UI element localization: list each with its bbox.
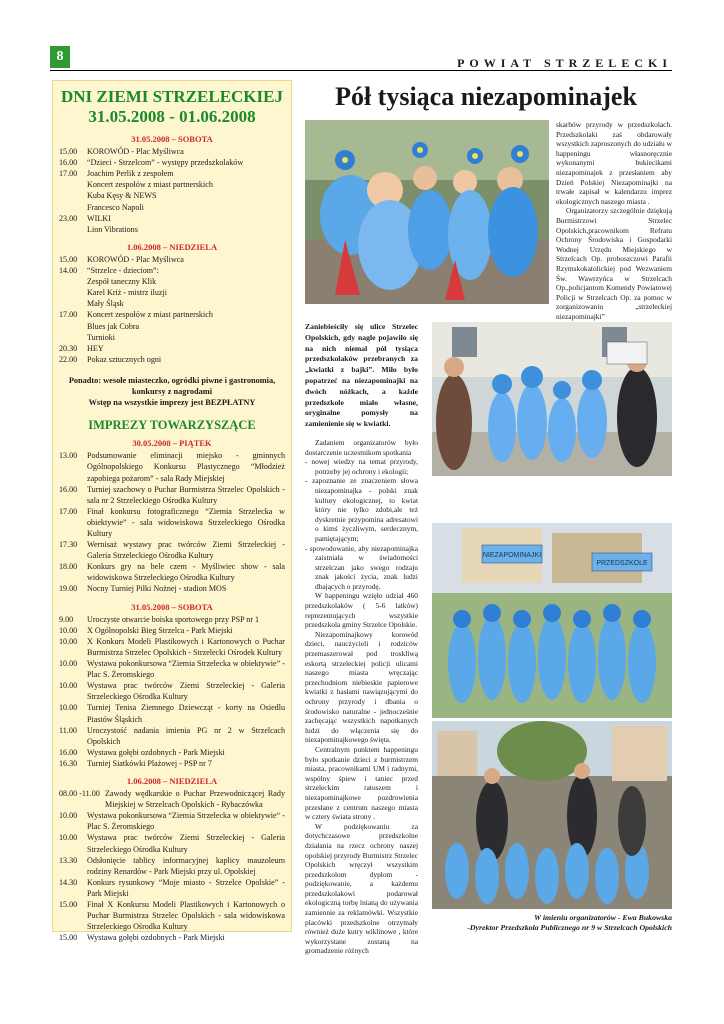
schedule-desc: Pokaz sztucznych ogni xyxy=(87,354,162,364)
schedule-subitem: Kuba Kęsy & NEWS xyxy=(87,191,157,201)
schedule-time: 15.00 xyxy=(59,147,78,157)
schedule-desc: Podsumowanie eliminacji miejsko - gminnych Ogólnopolskiego Konkursu Plastycznego “Młodzież zapobiega pożarom” - sala Rady Miejskiej xyxy=(87,451,285,483)
schedule-row xyxy=(59,658,285,680)
article-lead: Zaniebieściły się ulice Strzelec Opolskich, gdy nagle pojawiło się na nich niemal pół tysiąca przedszkolaków przebranych za „kwiatki z bajki”. Miło było popatrzeć na niezapominajki na dwóch nóżkach, a każde przedszkole miało własne, oryginalne pomysły na zamienienie się w kwiatki. xyxy=(305,322,418,429)
bullet-item: - nowej wiedzy na temat przyrody, potrzeby jej ochrony i ekologii; xyxy=(305,457,418,476)
schedule-row xyxy=(59,614,285,625)
schedule-list xyxy=(59,343,285,365)
schedule-row xyxy=(59,680,285,702)
schedule-desc: WILKI xyxy=(87,213,111,223)
schedule-sublist xyxy=(59,276,285,309)
schedule-time: 16.00 xyxy=(59,747,78,757)
schedule-row xyxy=(59,725,285,747)
schedule-row xyxy=(59,254,285,265)
schedule-time: 15.00 xyxy=(59,900,78,909)
schedule-row xyxy=(59,561,285,583)
signature-line-1: W imieniu organizatorów - Ewa Bukowska xyxy=(534,913,672,922)
schedule-list xyxy=(59,450,285,594)
events-title-dates: 31.05.2008 - 01.06.2008 xyxy=(88,107,256,126)
schedule-time: 08.00 -11.00 xyxy=(59,789,100,799)
schedule-list xyxy=(59,146,285,179)
schedule-desc: Wystawa gołębi ozdobnych - Park Miejski xyxy=(87,747,225,757)
schedule-desc: Koncert zespołów z miast partnerskich xyxy=(87,310,213,320)
schedule-time: 15.00 xyxy=(59,933,78,943)
events-title xyxy=(59,87,285,127)
article-bullets xyxy=(305,457,418,591)
schedule-list xyxy=(59,810,285,943)
schedule-desc: Wystawa prac twórców Ziemi Strzeleckiej - Galeria Strzeleckiego Ośrodka Kultury xyxy=(87,681,285,702)
schedule-time: 16.30 xyxy=(59,758,78,768)
schedule-subitem: Lion Vibrations xyxy=(87,224,138,234)
schedule-time: 17.00 xyxy=(59,310,78,320)
schedule-sublist xyxy=(59,321,285,343)
schedule-time: 18.00 xyxy=(59,562,78,572)
schedule-time: 20.30 xyxy=(59,343,78,353)
schedule-desc: Konkurs rysunkowy “Moje miasto - Strzelce Opolskie” - Park Miejski xyxy=(87,877,285,898)
schedule-subitem: Blues jak Cobra xyxy=(87,321,140,331)
photo-town-hall xyxy=(432,721,672,909)
note-line: konkursy z nagrodami xyxy=(131,386,213,396)
events-title-line1: DNI ZIEMI STRZELECKIEJ xyxy=(60,87,283,106)
schedule-time: 22.00 xyxy=(59,354,78,364)
article-signature xyxy=(467,913,672,933)
schedule-time: 11.00 xyxy=(59,725,77,735)
schedule-desc: Wystawa pokonkursowa “Ziemia Strzelecka w obiektywie” - Plac S. Żeromskiego xyxy=(87,659,285,680)
schedule-time: 14.30 xyxy=(59,877,78,887)
schedule-row xyxy=(59,213,285,224)
schedule-row xyxy=(59,484,285,506)
schedule-desc: Nocny Turniej Piłki Nożnej - stadion MOS xyxy=(87,584,227,594)
schedule-row xyxy=(59,702,285,724)
schedule-time: 16.00 xyxy=(59,158,78,168)
schedule-row xyxy=(59,899,285,932)
day-heading: 31.05.2008 – SOBOTA xyxy=(131,134,213,144)
bullet-item: - zapoznanie ze znaczeniem słowa niezapominajka - polski znak kultury ekologicznej, to kwiat który nie tylko zdobi,ale też dyskretnie przypomina adresatowi o kimś życzliwym, serdecznym, pamiętającym; xyxy=(305,476,418,543)
banner-text: NIEZAPOMINAJKI xyxy=(482,552,542,559)
schedule-desc: Turniej Tenisa Ziemnego Dziewcząt - korty na Osiedlu Piastów Śląskich xyxy=(87,703,285,724)
schedule-time: 17.00 xyxy=(59,169,78,179)
schedule-row xyxy=(59,157,285,168)
schedule-time: 10.00 xyxy=(59,703,78,713)
banner-text: PRZEDSZKOLE xyxy=(596,560,648,567)
schedule-time: 10.00 xyxy=(59,811,78,821)
day-heading: 30.05.2008 – PIĄTEK xyxy=(132,438,212,449)
bullet-item: - spowodowanie, aby niezapominajka zaistniała w świadomości strzelczan jako swego rodzaju znak jakości życia, znak ludzi dbających o przyrodę. xyxy=(305,543,418,591)
schedule-desc: Wystawa prac twórców Ziemi Strzeleckiej - Galeria Strzeleckiego Ośrodka Kultury xyxy=(87,833,285,854)
schedule-row xyxy=(59,583,285,594)
schedule-desc: Finał konkursu fotograficznego “Ziemia Strzelecka w obiektywie” - sala widowiskowa Strzeleckiego Ośrodka Kultury xyxy=(87,506,285,538)
schedule-list xyxy=(59,614,285,769)
schedule-time: 17.30 xyxy=(59,540,78,550)
schedule-desc: X Konkurs Modeli Plastikowych i Kartonowych o Puchar Burmistrza Strzelec Opolskich - Strzelecki Ośrodek Kultury xyxy=(87,636,285,657)
schedule-subitem: Turnioki xyxy=(87,332,116,342)
article-column-2 xyxy=(556,120,672,321)
events-schedule-box xyxy=(52,80,292,943)
schedule-desc: Wystawa pokonkursowa “Ziemia Strzelecka w obiektywie“ - Plac S. Żeromskiego xyxy=(87,811,285,832)
schedule-desc: “Strzelce - dzieciom”: xyxy=(87,266,159,276)
schedule-row xyxy=(59,354,285,365)
schedule-time: 10.00 xyxy=(59,833,78,843)
schedule-desc: Odsłonięcie tablicy informacyjnej kaplicy mauzoleum rodziny Renardów - Park Miejski przy ul. Opolskiej xyxy=(87,855,285,876)
note-line: Ponadto: wesołe miasteczko, ogródki piwne i gastronomia, xyxy=(68,375,276,385)
schedule-time: 10.00 xyxy=(59,636,78,646)
schedule-row xyxy=(59,265,285,276)
article-paragraph: Centralnym punktem happeningu było spotkanie dzieci z burmistrzem miasta, pracownikami UM i radnymi, wspólny śpiew i taniec przed strzeleckim ratuszem i niezapominajkowe pozdrowienia przesłane z centrum naszego miasta w cztery świata strony . xyxy=(305,744,418,822)
note-line: Wstęp na wszystkie imprezy jest BEZPŁATNY xyxy=(88,398,256,408)
schedule-row xyxy=(59,168,285,179)
schedule-desc: Joachim Perlik z zespołem xyxy=(87,169,174,179)
schedule-desc: Uroczystość nadania imienia PG nr 2 w Strzelcach Opolskich xyxy=(87,725,285,746)
schedule-row xyxy=(59,758,285,769)
article-paragraph: Niezapominajkowy korowód dzieci, nauczycieli i rodziców przemaszerował pod troskliwą eskortą strzeleckiej policji ulicami naszego miasta wręczając przechodniom niebieskie papierowe kwiatki z hasłami nawiązującymi do ochrony przyrody i dbania o środowisko naturalne - jednocześnie zachęcając wszystkich napotkanych ludzi do włączenia się do niezapominajkowego święta. xyxy=(305,629,418,745)
day-heading: 31.05.2008 – SOBOTA xyxy=(131,601,213,612)
schedule-desc: HEY xyxy=(87,343,104,353)
schedule-row xyxy=(59,636,285,658)
schedule-sublist xyxy=(59,179,285,212)
schedule-time: 17.00 xyxy=(59,506,78,516)
schedule-row xyxy=(59,832,285,854)
schedule-row xyxy=(59,539,285,561)
schedule-sublist xyxy=(59,224,285,235)
events-note xyxy=(59,375,285,408)
schedule-time: 9.00 xyxy=(59,614,74,624)
schedule-desc: Turniej szachowy o Puchar Burmistrza Strzelec Opolskich - sala nr 2 Strzeleckiego Ośrodka Kultury xyxy=(87,484,285,505)
schedule-row xyxy=(59,343,285,354)
article-paragraph: W happeningu wzięło udział 460 przedszkolaków ( 5-6 latków) reprezentujących wszystkie przedszkola gminy Strzelce Opolskie. xyxy=(305,591,418,630)
article-paragraph: Organizatorzy szczególnie dziękują Burmistrzowi Strzelec Opolskich,pracownikom Refratu Ochrony Środowiska i Gospodarki Wodnej Urzędu Miejskiego w Strzelcach Op. proboszczowi Parafii Rzymskokatolickiej pod Wezwaniem Św. Wawrzyńca w Strzelcach Op.,policjantom Komendy Powiatowej Policji w Strzelcach Op. za pomoc w zorganizowaniu „strzeleckiej niezapominajki” xyxy=(556,206,672,321)
schedule-row xyxy=(59,877,285,899)
schedule-row xyxy=(59,309,285,320)
schedule-list xyxy=(59,254,285,276)
schedule-time: 10.00 xyxy=(59,681,78,691)
schedule-subitem: Mały Śląsk xyxy=(87,299,124,309)
section-title: IMPREZY TOWARZYSZĄCE xyxy=(88,418,256,433)
schedule-desc: Uroczyste otwarcie boiska sportowego przy PSP nr 1 xyxy=(87,614,260,624)
article-paragraph: Zadaniem organizatorów było dostarczenie uczestnikom spotkania xyxy=(305,437,418,457)
schedule-subitem: Francesco Napoli xyxy=(87,202,144,212)
signature-line-2: -Dyrektor Przedszkola Publicznego nr 9 w Strzelcach Opolskich xyxy=(467,923,672,932)
schedule-time: 23.00 xyxy=(59,213,78,223)
schedule-time: 14.00 xyxy=(59,266,78,276)
schedule-time: 13.30 xyxy=(59,855,78,865)
schedule-time: 10.00 xyxy=(59,659,78,669)
schedule-row xyxy=(59,747,285,758)
schedule-row xyxy=(59,810,285,832)
photo-procession xyxy=(432,322,672,476)
schedule-desc: Finał X Konkursu Modeli Plastikowych i Kartonowych o Puchar Burmistrza Strzelec Opolskich - sala widowiskowa Strzeleckiego Ośrodka Kultury xyxy=(87,900,285,932)
schedule-desc: Turniej Siatkówki Plażowej - PSP nr 7 xyxy=(87,758,212,768)
schedule-desc: KOROWÓD - Plac Myśliwca xyxy=(87,254,184,264)
schedule-desc: KOROWÓD - Plac Myśliwca xyxy=(87,147,184,157)
schedule-time: 19.00 xyxy=(59,584,78,594)
newspaper-title: POWIAT STRZELECKI xyxy=(457,56,672,70)
header-divider xyxy=(50,70,672,71)
photo-children-costumes xyxy=(305,120,549,304)
schedule-subitem: Koncert zespołów z miast partnerskich xyxy=(87,180,213,190)
article-paragraph-continued: skarbów przyrody w przedszkolach. Przedszkolaki zaś obdarowały wszystkich zaproszonych do udziału w happeningu własnoręcznie wykonanymi bukiecikami niezapominajek z przesłaniem aby Dzień Polskiej Niezapominajki na trwałe zapisał w kalendarzu imprez ekologicznych naszego miasta . xyxy=(556,120,672,206)
schedule-desc: Wystawa gołębi ozdobnych - Park Miejski xyxy=(87,933,225,943)
schedule-row xyxy=(59,788,285,810)
schedule-time: 15.00 xyxy=(59,254,78,264)
article-paragraph: W podziękowaniu za dotychczasowe przedszkolne działania na rzecz ochrony naszej opolskiej przyrody Burmistrz Strzelec Opolskich wręczył wszystkim przedszkolom dyplom - podziękowanie, a każdemu przedszkolakowi podarował ekologiczną torbę lnianą do używania zamiennie za reklamówki. Wszystkie placówki przedszkolne otrzymały również duże kutry wiklinowe , które wykorzystane zostaną na gromadzenie różnych xyxy=(305,821,418,956)
schedule-row xyxy=(59,932,285,943)
schedule-desc: X Ogólnopolski Bieg Strzelca - Park Miejski xyxy=(87,625,233,635)
schedule-row xyxy=(59,506,285,539)
day-heading: 1.06.2008 – NIEDZIELA xyxy=(126,241,218,252)
day-heading: 1.06.2008 – NIEDZIELA xyxy=(126,775,218,786)
schedule-list xyxy=(59,309,285,320)
schedule-desc: Wernisaż wystawy prac twórców Ziemi Strzeleckiej - Galeria Strzeleckiego Ośrodka Kultury xyxy=(87,540,285,561)
photo-banner-crowd xyxy=(432,523,672,718)
schedule-desc: Zawody wędkarskie o Puchar Przewodniczącej Rady Miejskiej w Strzelcach Opolskich - Rybaczówka xyxy=(105,789,285,810)
article-title: Pół tysiąca niezapominajek xyxy=(335,82,637,111)
schedule-time: 10.00 xyxy=(59,625,78,635)
schedule-row xyxy=(59,450,285,483)
schedule-row xyxy=(59,625,285,636)
schedule-desc: Konkurs gry na bele czem - Myśliwiec show - sala widowiskowa Strzeleckiego Ośrodka Kultury xyxy=(87,562,285,583)
schedule-row xyxy=(59,146,285,157)
schedule-desc: “Dzieci - Strzelcom” - występy przedszkolaków xyxy=(87,158,244,168)
schedule-row xyxy=(59,855,285,877)
schedule-subitem: Karel Kriż - mistrz iluzji xyxy=(87,288,168,298)
schedule-subitem: Zespół taneczny Klik xyxy=(87,277,157,287)
schedule-time: 13.00 xyxy=(59,451,78,461)
schedule-list xyxy=(59,213,285,224)
schedule-time: 16.00 xyxy=(59,484,78,494)
page-number: 8 xyxy=(50,46,70,68)
article-column-1 xyxy=(305,322,418,956)
